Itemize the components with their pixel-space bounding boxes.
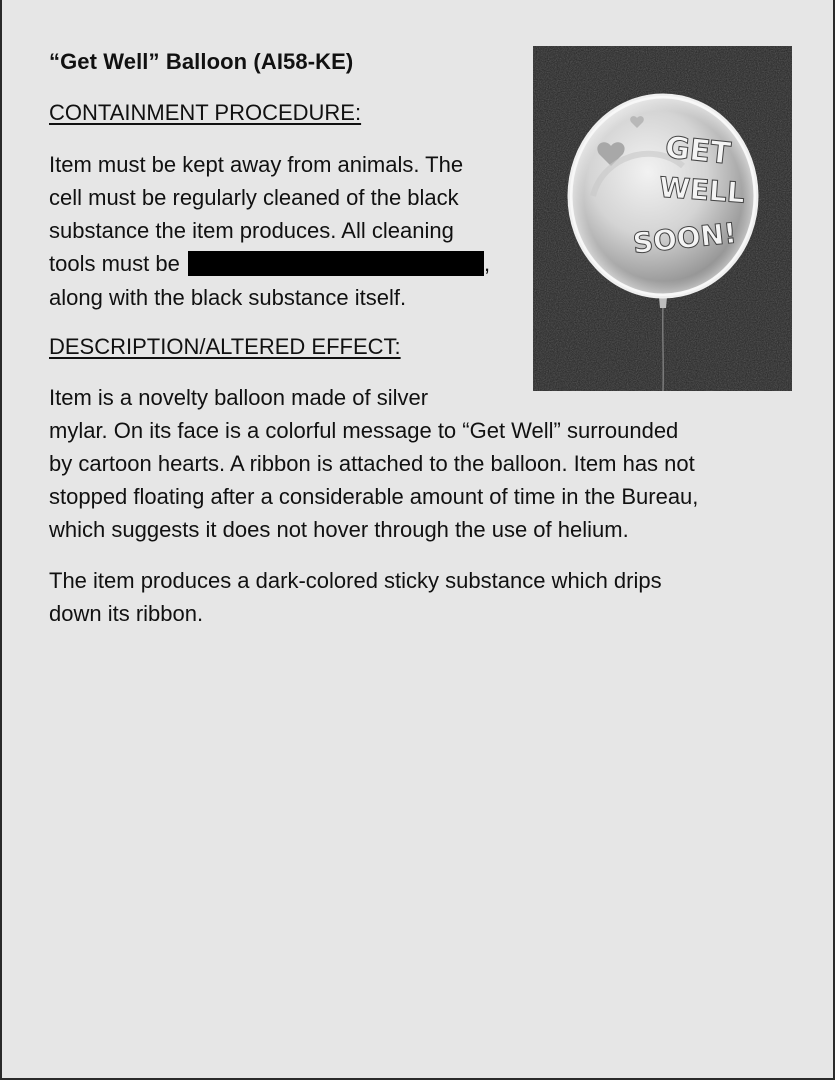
containment-line-text: tools must be [49,251,180,276]
description-line: down its ribbon. [49,601,204,626]
containment-line: substance the item produces. All cleaning [49,218,454,243]
balloon-word: WELL [658,170,746,210]
containment-line: along with the black substance itself. [49,285,407,310]
description-line: which suggests it does not hover through the use of helium. [49,517,629,542]
containment-line: cell must be regularly cleaned of the black [49,185,459,210]
description-line: Item is a novelty balloon made of silver [49,385,429,410]
redaction-bar [188,251,484,276]
containment-line: Item must be kept away from animals. The [49,152,464,177]
balloon-ribbon [663,304,664,391]
description-line: stopped floating after a considerable amount of time in the Bureau, [49,484,699,509]
containment-heading: CONTAINMENT PROCEDURE: [49,100,362,125]
balloon-word: GET [663,130,733,172]
containment-line-redacted [49,251,490,277]
redaction-suffix: , [483,251,491,276]
document-title: “Get Well” Balloon (AI58-KE) [49,49,354,74]
description-line: by cartoon hearts. A ribbon is attached to the balloon. Item has not [49,451,695,476]
description-line: The item produces a dark-colored sticky substance which drips [49,568,662,593]
balloon-illustration [533,46,792,391]
balloon-word: SOON! [631,216,739,261]
description-heading: DESCRIPTION/ALTERED EFFECT: [49,334,401,359]
description-line: mylar. On its face is a colorful message to “Get Well” surrounded [49,418,679,443]
balloon-photo [533,46,792,391]
